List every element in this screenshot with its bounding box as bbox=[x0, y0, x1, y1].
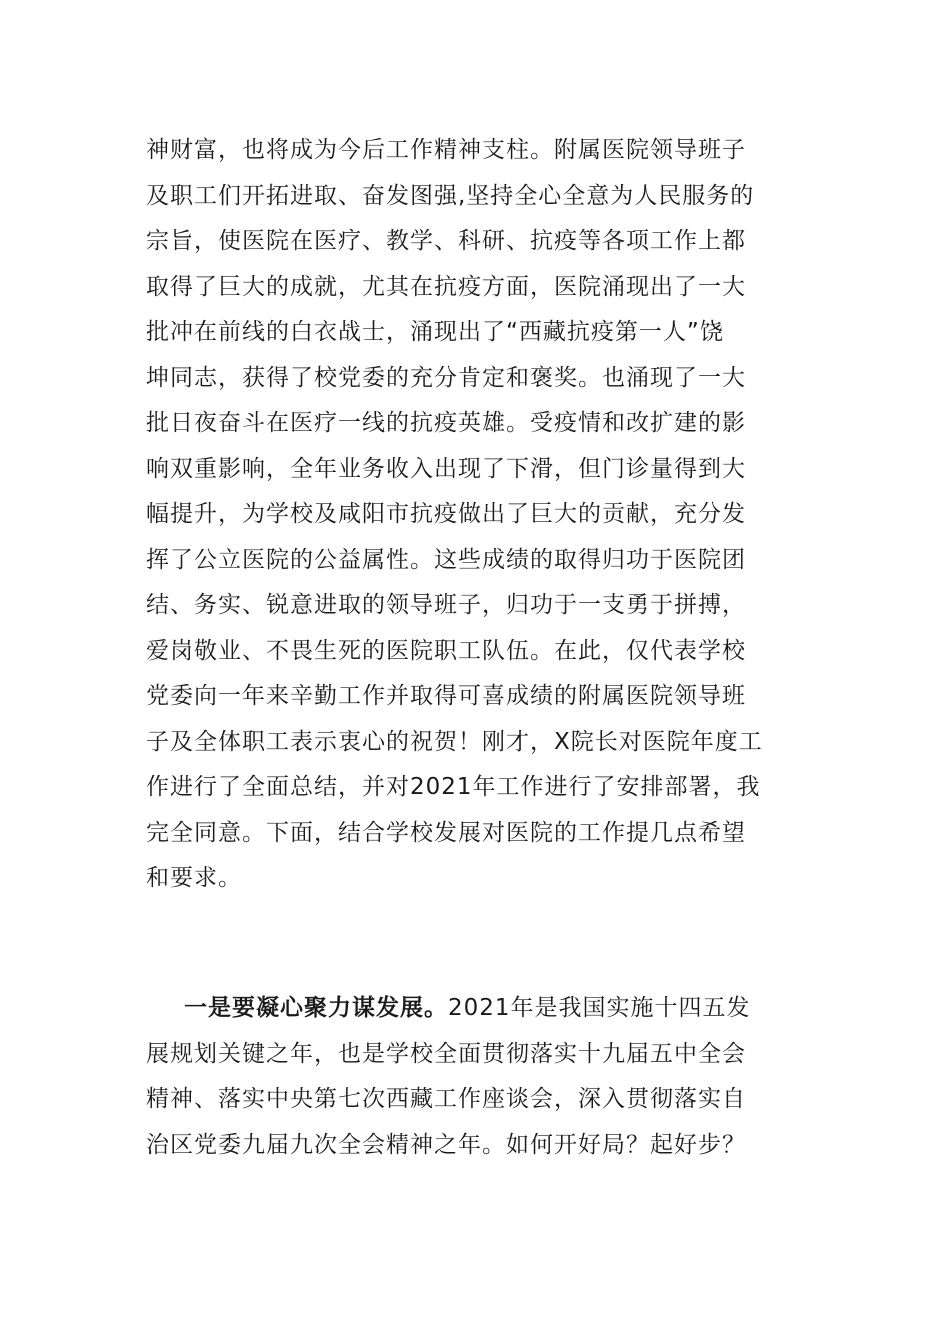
text-line: 神财富，也将成为今后工作精神支柱。附属医院领导班子 bbox=[146, 137, 746, 163]
text-line: 治区党委九届九次全会精神之年。如何开好局？起好步？ bbox=[146, 1131, 746, 1158]
text-line: 作进行了全面总结，并对2021年工作进行了安排部署，我 bbox=[146, 774, 761, 800]
text-line: 精神、落实中央第七次西藏工作座谈会，深入贯彻落实自 bbox=[146, 1086, 746, 1112]
text-line: 取得了巨大的成就，尤其在抗疫方面，医院涌现出了一大 bbox=[146, 273, 746, 300]
text-line: 宗旨，使医院在医疗、教学、科研、抗疫等各项工作上都 bbox=[146, 228, 746, 254]
text-line: 爱岗敬业、不畏生死的医院职工队伍。在此，仅代表学校 bbox=[146, 637, 746, 664]
text-line: 完全同意。下面，结合学校发展对医院的工作提几点希望 bbox=[146, 819, 746, 846]
text-line: 坤同志，获得了校党委的充分肯定和褒奖。也涌现了一大 bbox=[146, 364, 746, 391]
text-line: 结、务实、锐意进取的领导班子，归功于一支勇于拼搏， bbox=[146, 592, 746, 618]
text-line: 挥了公立医院的公益属性。这些成绩的取得归功于医院团 bbox=[146, 546, 746, 573]
text-line: 批日夜奋斗在医疗一线的抗疫英雄。受疫情和改扩建的影 bbox=[146, 410, 746, 436]
paragraph-2 bbox=[146, 986, 806, 1168]
paragraph-1 bbox=[146, 128, 806, 902]
text-line: 展规划关键之年，也是学校全面贯彻落实十九届五中全会 bbox=[146, 1040, 746, 1067]
text-line: 党委向一年来辛勤工作并取得可喜成绩的附属医院领导班 bbox=[146, 683, 746, 709]
text-span: 2021年是我国实施十四五发 bbox=[448, 995, 751, 1021]
paragraph-first-line bbox=[146, 986, 806, 1032]
text-line: 幅提升，为学校及咸阳市抗疫做出了巨大的贡献，充分发 bbox=[146, 501, 746, 527]
text-line: 批冲在前线的白衣战士，涌现出了“西藏抗疫第一人”饶 bbox=[146, 319, 724, 345]
text-line: 及职工们开拓进取、奋发图强,坚持全心全意为人民服务的 bbox=[146, 182, 755, 209]
text-line: 子及全体职工表示衷心的祝贺！刚才，X院长对医院年度工 bbox=[146, 728, 763, 755]
paragraph-heading: 一是要凝心聚力谋发展。 bbox=[184, 995, 448, 1021]
text-line: 和要求。 bbox=[146, 865, 242, 891]
text-line: 响双重影响，全年业务收入出现了下滑，但门诊量得到大 bbox=[146, 455, 746, 482]
